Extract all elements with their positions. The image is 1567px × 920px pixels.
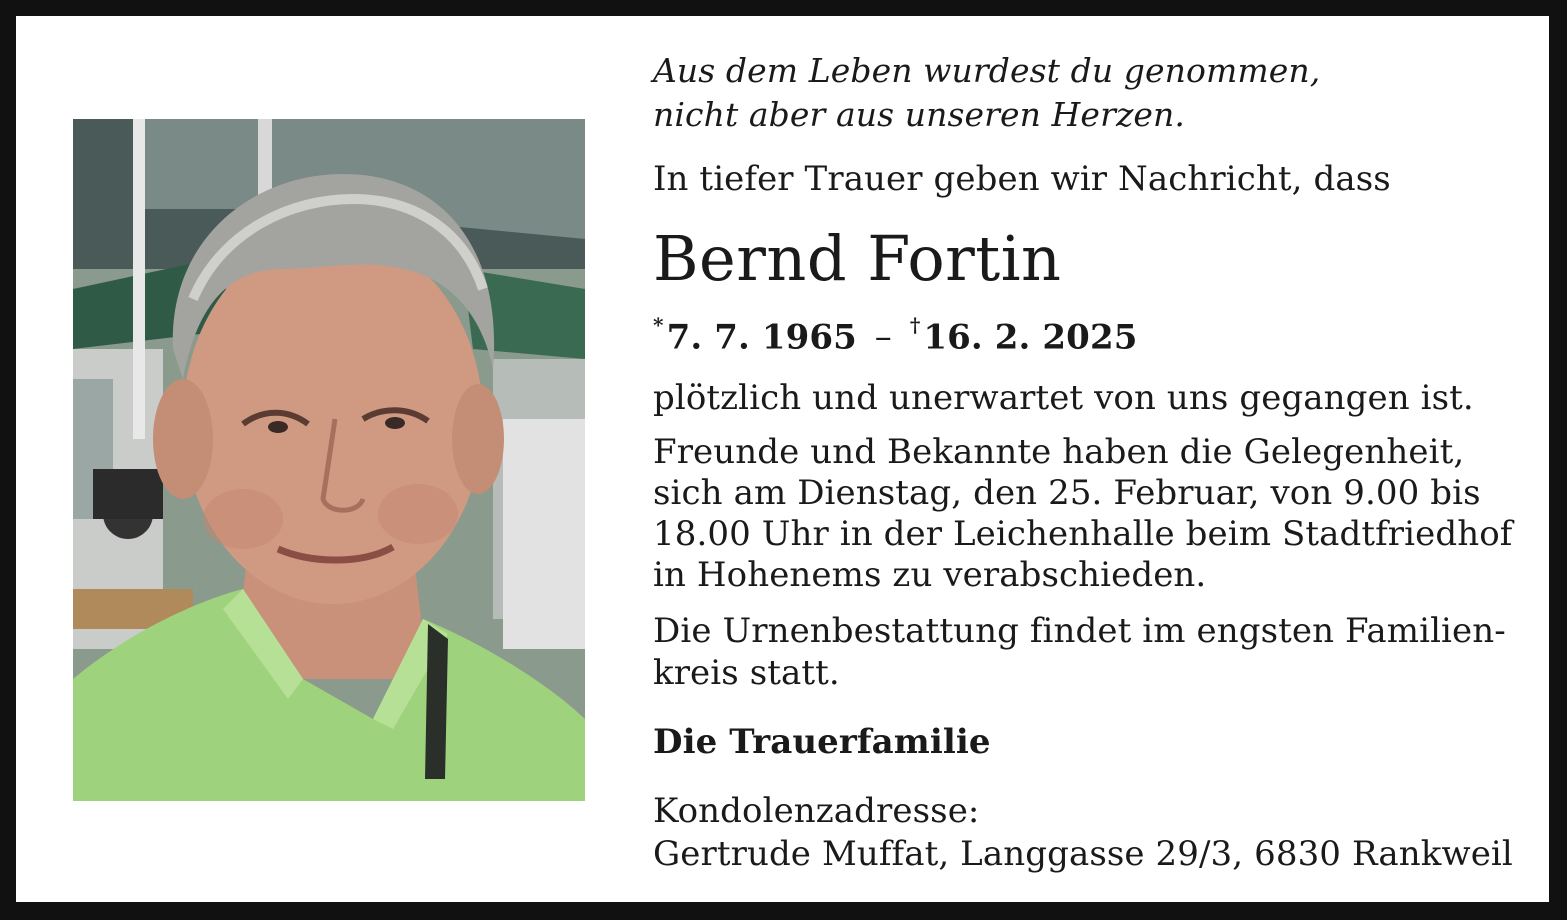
date-separator: – — [874, 317, 892, 358]
portrait-photo — [73, 119, 585, 801]
life-dates — [653, 309, 1137, 357]
signature: Die Trauerfamilie — [653, 722, 991, 762]
deceased-name: Bernd Fortin — [653, 222, 1062, 295]
death-date: 16. 2. 2025 — [923, 317, 1138, 358]
farewell-line-3: 18.00 Uhr in der Leichenhalle beim Stadtfriedhof — [653, 514, 1513, 554]
birth-symbol: * — [653, 313, 664, 337]
farewell-line-4: in Hohenems zu verabschieden. — [653, 555, 1207, 595]
intro-text: In tiefer Trauer geben wir Nachricht, dass — [653, 159, 1391, 199]
death-symbol: † — [909, 313, 921, 337]
birth-date: 7. 7. 1965 — [666, 317, 857, 358]
farewell-line-1: Freunde und Bekannte haben die Gelegenheit, — [653, 432, 1465, 472]
portrait-illustration — [73, 119, 585, 801]
burial-line-2: kreis statt. — [653, 653, 840, 693]
condolence-label: Kondolenzadresse: — [653, 791, 980, 831]
burial-line-1: Die Urnenbestattung findet im engsten Familien- — [653, 611, 1506, 651]
statement-text: plötzlich und unerwartet von uns gegangen ist. — [653, 378, 1474, 418]
motto-line-2: nicht aber aus unseren Herzen. — [653, 95, 1185, 134]
farewell-line-2: sich am Dienstag, den 25. Februar, von 9.00 bis — [653, 473, 1481, 513]
obituary-card — [16, 16, 1549, 902]
motto-line-1: Aus dem Leben wurdest du genommen, — [653, 51, 1321, 90]
condolence-address: Gertrude Muffat, Langgasse 29/3, 6830 Rankweil — [653, 834, 1513, 874]
